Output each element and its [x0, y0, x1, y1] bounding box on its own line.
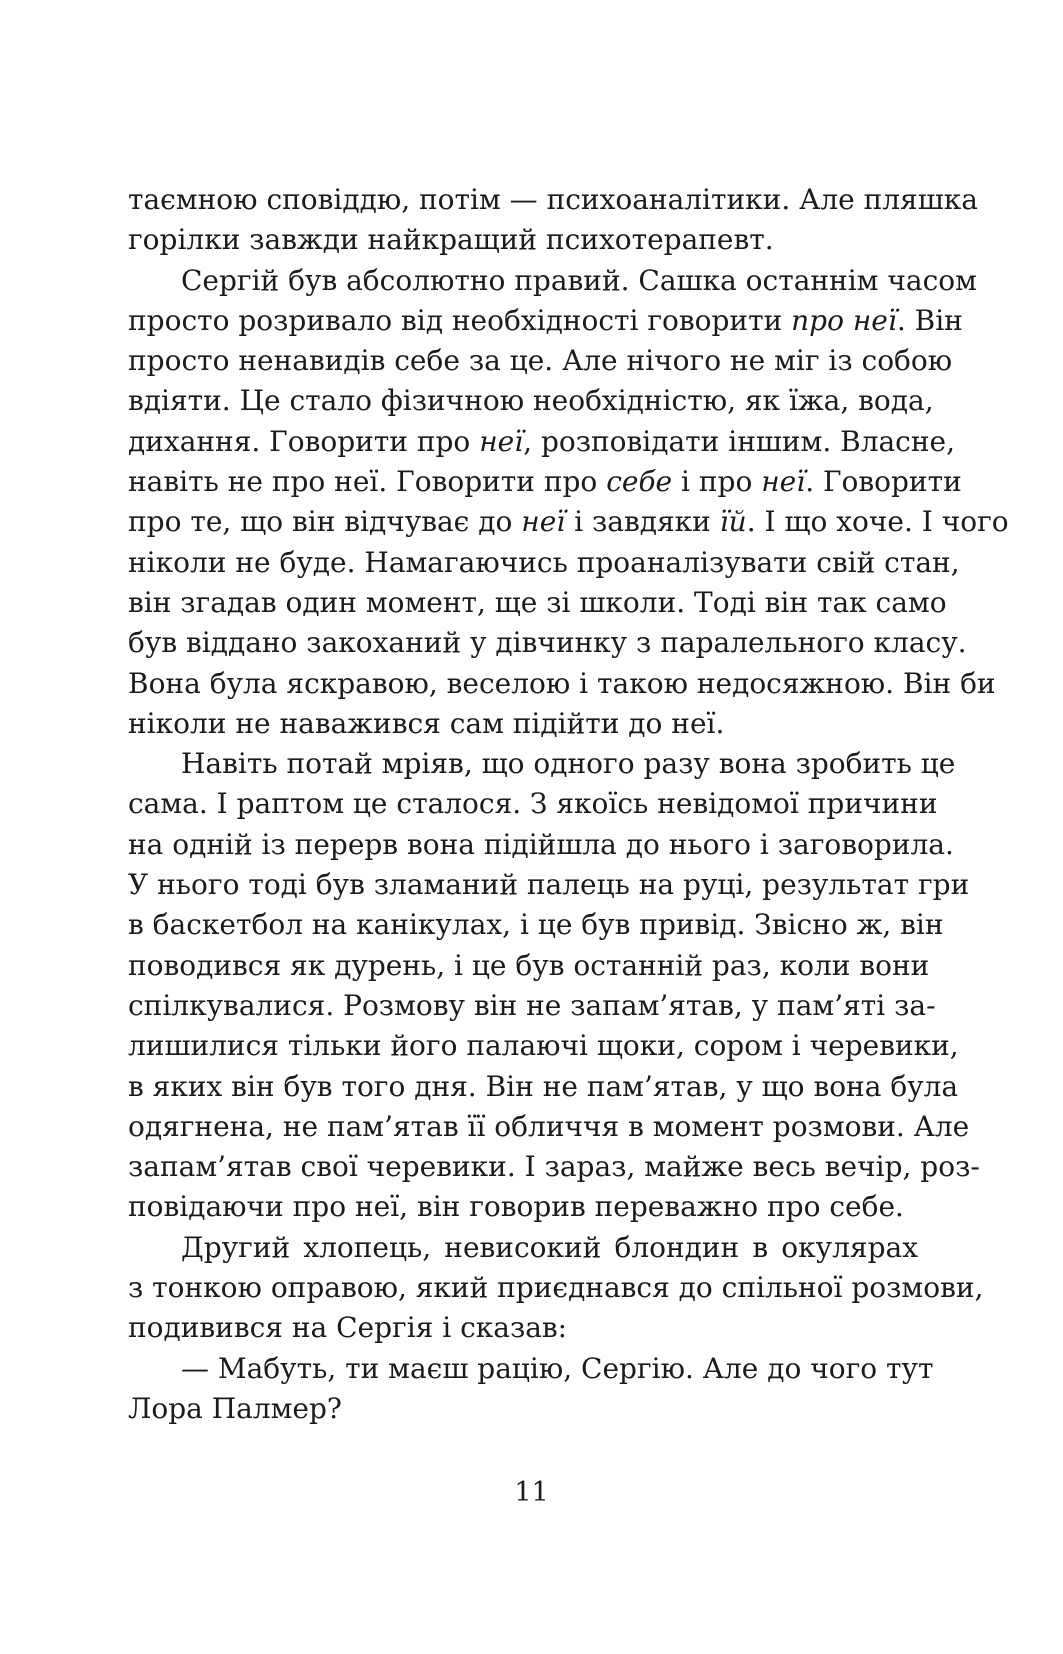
text-span: поводився як дурень, і це був останній раз, коли вони: [128, 948, 930, 982]
italic-text: неї: [521, 505, 566, 539]
text-line: [128, 704, 918, 744]
text-span: просто розривало від необхідності говорити: [128, 303, 792, 337]
text-span: одягнена, не пам’ятав її обличчя в момент розмови. Але: [128, 1109, 970, 1143]
italic-text: їй: [719, 505, 747, 539]
text-line: [128, 946, 930, 986]
text-line: [128, 1308, 918, 1348]
italic-text: неї: [761, 465, 806, 499]
text-line: [128, 1187, 918, 1227]
text-span: Сергій був абсолютно правий. Сашка останнім часом: [181, 263, 977, 297]
text-span: повідаючи про неї, він говорив переважно про себе.: [128, 1190, 904, 1224]
text-line: [128, 1067, 959, 1107]
text-span: таємною сповіддю, потім — психоаналітики. Але пляшка: [128, 183, 978, 216]
text-line: [128, 1268, 984, 1308]
text-line: [128, 220, 918, 260]
text-span: подивився на Сергія і сказав:: [128, 1311, 568, 1345]
text-span: сама. І раптом це сталося. З якоїсь невідомої причини: [128, 787, 938, 821]
text-line: [128, 1107, 970, 1147]
text-span: в баскетбол на канікулах, і це був привід. Звісно ж, він: [128, 908, 944, 942]
text-line: [128, 381, 934, 421]
text-line: [128, 664, 996, 704]
text-span: . І що хоче. І чого: [746, 505, 1009, 539]
italic-text: про неї: [791, 303, 897, 337]
text-span: запам’ятав свої черевики. І зараз, майже весь вечір, роз-: [128, 1150, 980, 1184]
text-line: [128, 744, 956, 784]
text-span: з тонкою оправою, який приєднався до спільної розмови,: [128, 1271, 984, 1305]
text-span: і про: [672, 465, 762, 499]
body-text: [128, 180, 1009, 1429]
text-span: ніколи не наважився сам підійти до неї.: [128, 706, 725, 740]
text-span: просто ненавидів себе за це. Але нічого не міг із собою: [128, 344, 953, 378]
text-span: був віддано закоханий у дівчинку з паралельного класу.: [128, 626, 967, 660]
text-line: [128, 865, 970, 905]
text-line: [128, 1147, 980, 1187]
text-line: [128, 1228, 918, 1268]
text-line: [128, 905, 944, 945]
text-line: [128, 1026, 959, 1066]
text-line: [128, 180, 978, 220]
text-span: ніколи не буде. Намагаючись проаналізувати свій стан,: [128, 545, 960, 579]
text-span: вдіяти. Це стало фізичною необхідністю, як їжа, вода,: [128, 384, 934, 418]
text-span: спілкувалися. Розмову він не запам’ятав, у пам’яті за-: [128, 988, 936, 1022]
text-span: горілки завжди найкращий психотерапевт.: [128, 223, 774, 257]
text-span: Лора Палмер?: [128, 1391, 342, 1425]
text-span: Другий хлопець, невисокий блондин в окулярах: [181, 1230, 918, 1264]
text-line: [128, 422, 955, 462]
text-line: [128, 502, 1009, 542]
text-line: [128, 784, 938, 824]
text-line: [128, 1389, 918, 1429]
text-span: Вона була яскравою, веселою і такою недосяжною. Він би: [128, 666, 996, 700]
italic-text: неї: [479, 424, 524, 458]
text-span: лишилися тільки його палаючі щоки, сором і черевики,: [128, 1029, 959, 1063]
text-span: на одній із перерв вона підійшла до нього і заговорила.: [128, 827, 954, 861]
text-line: [128, 301, 963, 341]
text-line: [128, 341, 953, 381]
text-line: [128, 583, 947, 623]
text-line: [128, 261, 977, 301]
text-span: . Говорити: [805, 465, 962, 499]
text-line: [128, 623, 967, 663]
text-span: він згадав один момент, ще зі школи. Тоді він так само: [128, 585, 947, 619]
text-span: У нього тоді був зламаний палець на руці, результат гри: [128, 868, 970, 902]
text-span: . Він: [896, 303, 963, 337]
italic-text: себе: [606, 465, 673, 499]
text-span: про те, що він відчуває до: [128, 505, 522, 539]
text-span: в яких він був того дня. Він не пам’ятав, у що вона була: [128, 1069, 959, 1103]
page-number: 11: [514, 1477, 549, 1508]
text-line: [128, 986, 936, 1026]
text-span: навіть не про неї. Говорити про: [128, 465, 607, 499]
text-span: дихання. Говорити про: [128, 424, 480, 458]
text-line: [128, 462, 962, 502]
text-line: [128, 1349, 934, 1389]
text-span: — Мабуть, ти маєш рацію, Сергію. Але до чого тут: [181, 1351, 934, 1385]
text-line: [128, 543, 960, 583]
text-span: і завдяки: [565, 505, 720, 539]
text-span: , розповідати іншим. Власне,: [523, 424, 955, 458]
text-span: Навіть потай мріяв, що одного разу вона зробить це: [181, 747, 956, 781]
text-line: [128, 825, 954, 865]
